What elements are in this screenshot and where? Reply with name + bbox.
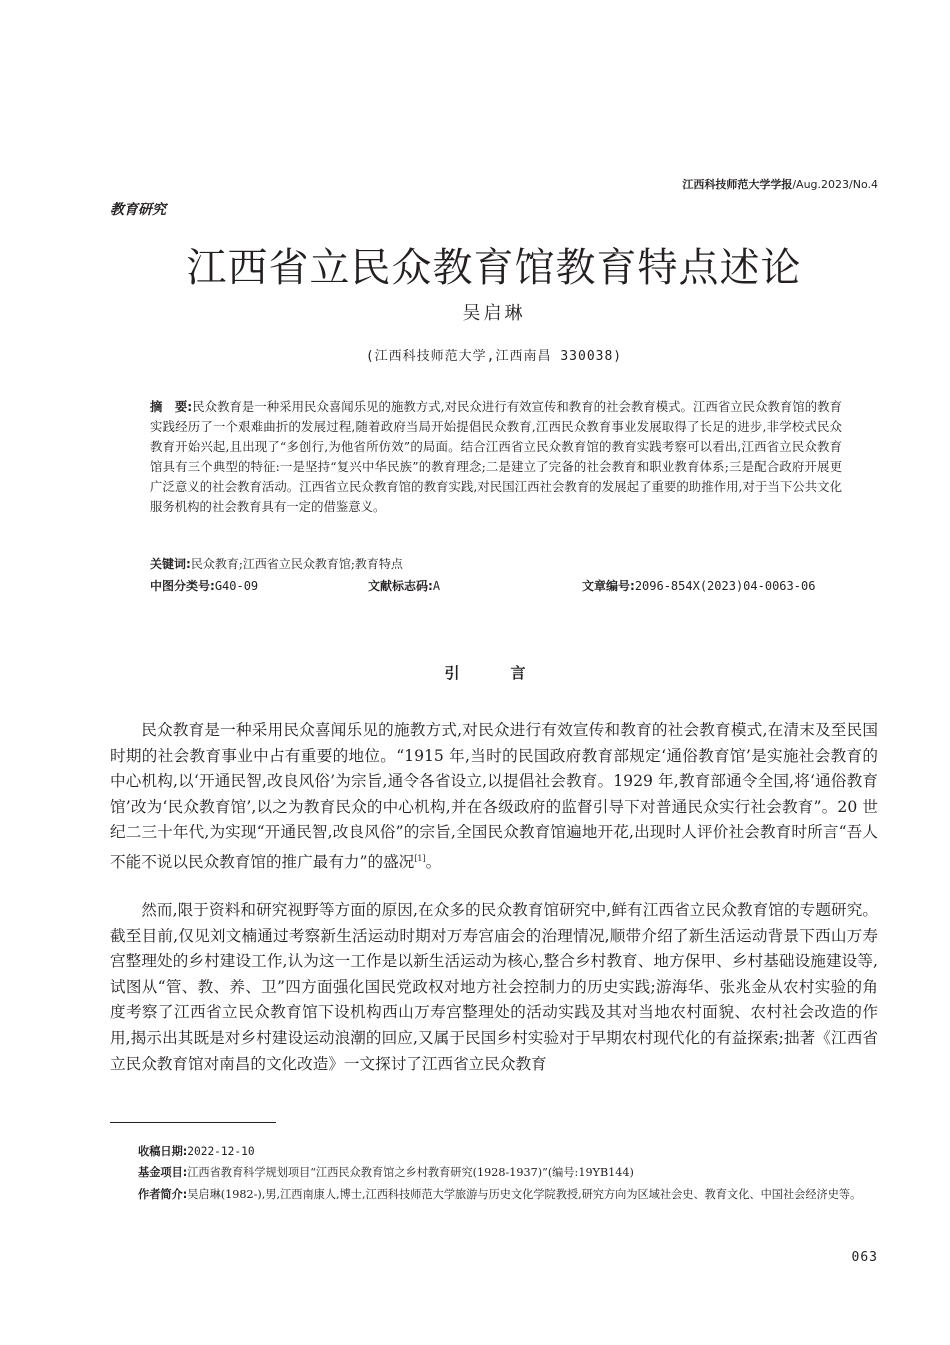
body-paragraph-2 bbox=[110, 898, 878, 1077]
bio-label: 作者简介: bbox=[138, 1188, 188, 1201]
journal-header bbox=[682, 176, 878, 192]
journal-name: 江西科技师范大学学报 bbox=[682, 178, 793, 191]
bio-value: 吴启琳(1982-),男,江西南康人,博士,江西科技师范大学旅游与历史文化学院教授,研究方向为区域社会史、教育文化、中国社会经济史等。 bbox=[187, 1188, 862, 1201]
paragraph-1-text: 民众教育是一种采用民众喜闻乐见的施教方式,对民众进行有效宣传和教育的社会教育模式,在清末及至民国时期的社会教育事业中占有重要的地位。“1915 年,当时的民国政府教育部规定‘通俗教育馆’是实施社会教育的中心机构,以‘开通民智,改良风俗’为宗旨,通令各省设立,以提倡社会教育。1929 年,教育部通令全国,将‘通俗教育馆’改为‘民众教育馆’,以之为教育民众的中心机构,并在各级政府的监督引导下对普通民众实行社会教育”。20 世纪二三十年代,为实现“开通民智,改良风俗”的宗旨,全国民众教育馆遍地开花,出现时人评价社会教育时所言“吾人不能不说以民众教育馆的推广最有力”的盛况 bbox=[110, 721, 878, 871]
citation-ref[interactable]: [1] bbox=[414, 853, 426, 863]
footnote-author-bio bbox=[110, 1185, 882, 1205]
column-label: 教育研究 bbox=[110, 202, 166, 218]
article-number bbox=[582, 576, 815, 596]
keywords-label: 关键词: bbox=[150, 557, 191, 571]
author-name: 吴启琳 bbox=[462, 303, 526, 324]
footnote-received bbox=[110, 1142, 882, 1162]
paragraph-1-end: 。 bbox=[425, 852, 442, 871]
clc-number bbox=[150, 576, 258, 596]
fund-label: 基金项目: bbox=[138, 1166, 188, 1179]
journal-issue: /Aug.2023/No.4 bbox=[792, 178, 878, 191]
section-heading: 引 言 bbox=[444, 664, 544, 682]
footnote-divider bbox=[110, 1122, 276, 1123]
body-paragraph-1 bbox=[110, 718, 878, 876]
received-label: 收稿日期: bbox=[138, 1145, 188, 1158]
doc-code-label: 文献标志码: bbox=[368, 579, 433, 593]
keywords bbox=[150, 554, 850, 574]
article-number-value: 2096-854X(2023)04-0063-06 bbox=[634, 579, 816, 593]
article-title: 江西省立民众教育馆教育特点述论 bbox=[186, 245, 802, 291]
clc-value: G40-09 bbox=[214, 579, 259, 593]
document-code bbox=[368, 576, 440, 596]
abstract-text: 民众教育是一种采用民众喜闻乐见的施教方式,对民众进行有效宣传和教育的社会教育模式。江西省立民众教育馆的教育实践经历了一个艰难曲折的发展过程,随着政府当局开始提倡民众教育,江西民众教育事业发展取得了长足的进步,非学校式民众教育开始兴起,且出现了“多创行,为他省所仿效”的局面。结合江西省立民众教育馆的教育实践考察可以看出,江西省立民众教育馆具有三个典型的特征:一是坚持“复兴中华民族”的教育理念;二是建立了完备的社会教育和职业教育体系;三是配合政府开展更广泛意义的社会教育活动。江西省立民众教育馆的教育实践,对民国江西社会教育的发展起了重要的助推作用,对于当下公共文化服务机构的社会教育具有一定的借鉴意义。 bbox=[150, 399, 842, 514]
abstract-label: 摘 要: bbox=[150, 399, 193, 414]
clc-label: 中图分类号: bbox=[150, 579, 215, 593]
received-value: 2022-12-10 bbox=[187, 1145, 255, 1158]
paragraph-2-text: 然而,限于资料和研究视野等方面的原因,在众多的民众教育馆研究中,鲜有江西省立民众教育馆的专题研究。截至目前,仅见刘文楠通过考察新生活运动时期对万寿宫庙会的治理情况,顺带介绍了新生活运动背景下西山万寿宫整理处的乡村建设工作,认为这一工作是以新生活运动为核心,整合乡村教育、地方保甲、乡村基础设施建设等,试图从“管、教、养、卫”四方面强化国民党政权对地方社会控制力的历史实践;游海华、张兆金从农村实验的角度考察了江西省立民众教育馆下设机构西山万寿宫整理处的活动实践及其对当地农村面貌、农村社会改造的作用,揭示出其既是对乡村建设运动浪潮的回应,又属于民国乡村实验对于早期农村现代化的有益探索;拙著《江西省立民众教育馆对南昌的文化改造》一文探讨了江西省立民众教育 bbox=[110, 901, 878, 1073]
article-number-label: 文章编号: bbox=[582, 579, 635, 593]
page-number: 063 bbox=[851, 1250, 878, 1265]
keywords-text: 民众教育;江西省立民众教育馆;教育特点 bbox=[190, 557, 403, 571]
author-affiliation: (江西科技师范大学,江西南昌 330038) bbox=[365, 349, 623, 364]
abstract bbox=[150, 397, 842, 517]
fund-value: 江西省教育科学规划项目“江西民众教育馆之乡村教育研究(1928-1937)”(编号:19YB144) bbox=[187, 1166, 634, 1179]
footnote-fund bbox=[110, 1163, 882, 1183]
doc-code-value: A bbox=[432, 579, 441, 593]
